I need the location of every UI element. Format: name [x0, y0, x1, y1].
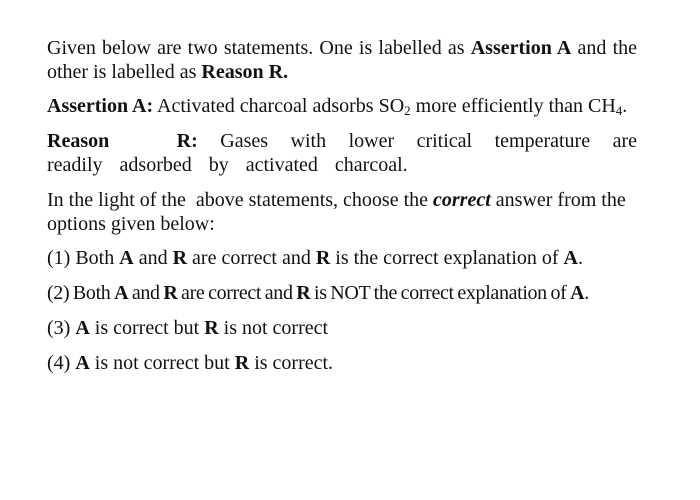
option-bold: A [75, 317, 90, 339]
option-text: and [133, 247, 173, 269]
option-2 [47, 281, 637, 305]
option-bold: A [119, 247, 134, 269]
question-text-1: In the light of the above statements, choose the [47, 189, 434, 211]
option-text: are correct and [177, 282, 297, 304]
option-number: (3) [47, 317, 71, 339]
option-bold: A [114, 282, 129, 304]
reason-text: Gases with lower critical temperature are readily adsorbed by activated charcoal. [47, 130, 637, 176]
option-text: is correct. [249, 352, 334, 374]
option-bold: R [315, 247, 331, 269]
option-number: (4) [47, 352, 71, 374]
option-text: is not correct but [89, 352, 235, 374]
ch4-subscript: 4 [615, 103, 623, 118]
option-text: and [128, 282, 164, 304]
assertion-text-3: . [622, 95, 628, 117]
intro-paragraph [47, 36, 637, 84]
options-list [47, 246, 637, 375]
option-text: Both [69, 282, 115, 304]
option-text: are correct and [187, 247, 316, 269]
reason-paragraph [47, 129, 637, 177]
intro-text-2: and the other is labelled as [47, 37, 638, 83]
assertion-term: Assertion A [470, 37, 572, 59]
option-bold: R [234, 352, 250, 374]
option-text: Both [70, 247, 120, 269]
option-bold: R [204, 317, 219, 339]
question-emphasis: correct [433, 189, 491, 211]
option-4 [47, 351, 637, 375]
reason-term: Reason R. [201, 61, 289, 83]
option-bold: R [296, 282, 311, 304]
so2-subscript: 2 [404, 103, 411, 118]
option-text: . [584, 282, 589, 304]
option-bold: A [563, 247, 578, 269]
question-document [47, 36, 637, 386]
assertion-paragraph [47, 94, 637, 118]
option-bold: R [163, 282, 178, 304]
assertion-text-2: more efficiently than CH [410, 95, 616, 117]
option-bold: A [75, 352, 90, 374]
option-text: is correct but [89, 317, 205, 339]
reason-label: Reason R: [47, 130, 198, 152]
intro-text-1: Given below are two statements. One is labelled as [47, 37, 471, 59]
assertion-label: Assertion A: [47, 95, 154, 117]
option-3 [47, 316, 637, 340]
option-text: is not correct [218, 317, 329, 339]
option-text: is the correct explanation of [330, 247, 564, 269]
question-text-2: answer from the options given below: [47, 189, 626, 235]
assertion-text-1: Activated charcoal adsorbs SO [153, 95, 405, 117]
option-bold: A [570, 282, 585, 304]
option-bold: R [172, 247, 188, 269]
option-text: . [578, 247, 583, 269]
question-paragraph [47, 188, 637, 236]
option-text: is NOT the correct explanation of [310, 282, 571, 304]
option-number: (1) [47, 247, 71, 269]
option-1 [47, 246, 637, 270]
option-number: (2) [47, 282, 70, 304]
